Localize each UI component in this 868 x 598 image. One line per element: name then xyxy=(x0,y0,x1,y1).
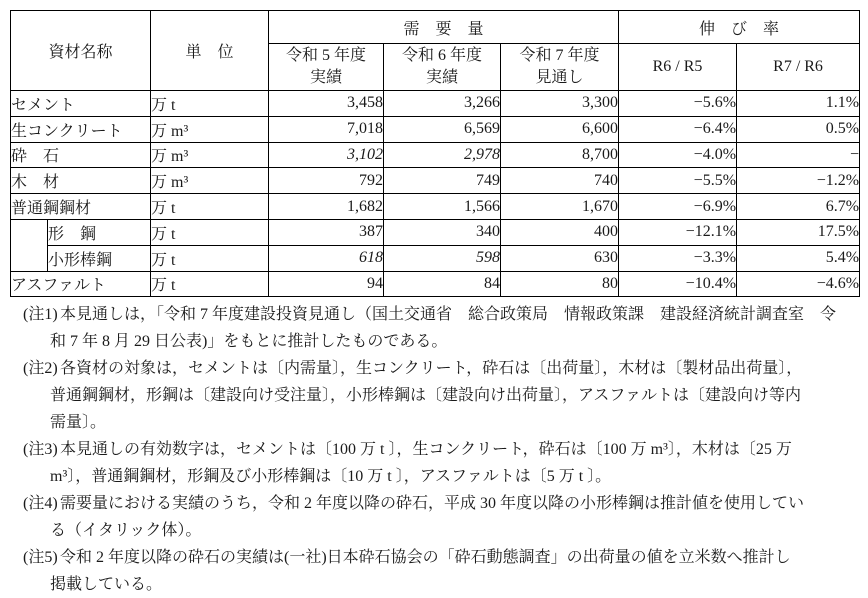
r5-value-cell: 3,458 xyxy=(269,91,384,117)
r7-value-cell: 1,670 xyxy=(501,194,619,220)
footnote-label: (注5) xyxy=(23,549,58,566)
table-header-group-row xyxy=(11,11,860,44)
footnote-2 xyxy=(23,355,861,436)
growth-r6r5-cell: −5.6% xyxy=(619,91,737,117)
footnote-line: 各資材の対象は，セメントは〔内需量〕，生コンクリート，砕石は〔出荷量〕，木材は〔製材品出荷量〕， xyxy=(60,360,803,377)
material-name-cell: 生コンクリート xyxy=(11,116,151,142)
growth-r6r5-cell: −12.1% xyxy=(619,219,737,245)
footnote-3 xyxy=(23,436,861,490)
r6-value-cell: 2,978 xyxy=(384,142,501,168)
footnote-1 xyxy=(23,301,861,355)
sub-row-indent-spacer xyxy=(11,219,48,271)
material-name-cell: 普通鋼鋼材 xyxy=(11,194,151,220)
r5-value-cell: 387 xyxy=(269,219,384,245)
header-growth-r7r6: R7 / R6 xyxy=(737,44,860,91)
r5-value-cell: 792 xyxy=(269,168,384,194)
material-name-cell: 小形棒鋼 xyxy=(48,245,151,271)
r5-value-cell: 1,682 xyxy=(269,194,384,220)
footnote-line: 令和 2 年度以降の砕石の実績は(一社)日本砕石協会の「砕石動態調査」の出荷量の値を立米数へ推計し xyxy=(60,549,791,566)
r7-value-cell: 8,700 xyxy=(501,142,619,168)
unit-cell: 万 m³ xyxy=(151,168,269,194)
growth-r7r6-cell: 5.4% xyxy=(737,245,860,271)
material-name-cell: 形 鋼 xyxy=(48,219,151,245)
r5-value-cell: 94 xyxy=(269,271,384,297)
growth-r7r6-cell: 0.5% xyxy=(737,116,860,142)
r6-value-cell: 598 xyxy=(384,245,501,271)
footnote-line: る（イタリック体）。 xyxy=(50,522,202,539)
growth-r6r5-cell: −4.0% xyxy=(619,142,737,168)
growth-r6r5-cell: −3.3% xyxy=(619,245,737,271)
footnote-line: 本見通しは，「令和 7 年度建設投資見通し（国土交通省 総合政策局 情報政策課 建設経済統計調査室 令 xyxy=(60,306,837,323)
unit-cell: 万 t xyxy=(151,271,269,297)
r6-value-cell: 84 xyxy=(384,271,501,297)
unit-cell: 万 t xyxy=(151,91,269,117)
footnote-line: 需要量における実績のうち，令和 2 年度以降の砕石，平成 30 年度以降の小形棒鋼は推計値を使用してい xyxy=(60,495,805,512)
r7-value-cell: 3,300 xyxy=(501,91,619,117)
header-growth-group: 伸 び 率 xyxy=(619,11,860,44)
r5-value-cell: 7,018 xyxy=(269,116,384,142)
unit-cell: 万 t xyxy=(151,219,269,245)
material-name-cell: セメント xyxy=(11,91,151,117)
material-name-cell: 砕 石 xyxy=(11,142,151,168)
r6-value-cell: 340 xyxy=(384,219,501,245)
footnote-label: (注3) xyxy=(23,441,58,458)
table-row-wood xyxy=(11,168,860,194)
materials-demand-table xyxy=(10,10,860,297)
table-row-crushed-stone xyxy=(11,142,860,168)
growth-r6r5-cell: −5.5% xyxy=(619,168,737,194)
footnote-line: 本見通しの有効数字は，セメントは〔100 万 t 〕，生コンクリート，砕石は〔100 万 m³〕，木材は〔25 万 xyxy=(60,441,792,458)
growth-r7r6-cell: 1.1% xyxy=(737,91,860,117)
r7-value-cell: 740 xyxy=(501,168,619,194)
r6-value-cell: 1,566 xyxy=(384,194,501,220)
r6-value-cell: 6,569 xyxy=(384,116,501,142)
r7-value-cell: 630 xyxy=(501,245,619,271)
r6-value-cell: 749 xyxy=(384,168,501,194)
footnote-line: 需量〕。 xyxy=(50,414,107,431)
table-row-asphalt xyxy=(11,271,860,297)
unit-cell: 万 t xyxy=(151,194,269,220)
r6-value-cell: 3,266 xyxy=(384,91,501,117)
growth-r6r5-cell: −6.4% xyxy=(619,116,737,142)
r5-value-cell: 618 xyxy=(269,245,384,271)
material-name-cell: 木 材 xyxy=(11,168,151,194)
growth-r7r6-cell: 6.7% xyxy=(737,194,860,220)
r5-value-cell: 3,102 xyxy=(269,142,384,168)
table-row-ready-mixed-concrete xyxy=(11,116,860,142)
unit-cell: 万 m³ xyxy=(151,142,269,168)
footnotes xyxy=(23,301,861,598)
material-name-cell: アスファルト xyxy=(11,271,151,297)
r7-value-cell: 400 xyxy=(501,219,619,245)
r7-value-cell: 6,600 xyxy=(501,116,619,142)
growth-r7r6-cell: − xyxy=(737,142,860,168)
footnote-5 xyxy=(23,544,861,598)
footnote-line: 和 7 年 8 月 29 日公表)」をもとに推計したものである。 xyxy=(50,333,448,350)
unit-cell: 万 m³ xyxy=(151,116,269,142)
table-row-shaped-steel xyxy=(11,219,860,245)
footnote-label: (注4) xyxy=(23,495,58,512)
header-r5-actual: 令和 5 年度 実績 xyxy=(269,44,384,91)
header-r6-actual: 令和 6 年度 実績 xyxy=(384,44,501,91)
table-row-small-bar-steel xyxy=(11,245,860,271)
growth-r6r5-cell: −6.9% xyxy=(619,194,737,220)
header-growth-r6r5: R6 / R5 xyxy=(619,44,737,91)
table-row-ordinary-steel xyxy=(11,194,860,220)
unit-cell: 万 t xyxy=(151,245,269,271)
header-unit: 単 位 xyxy=(151,11,269,91)
growth-r7r6-cell: −1.2% xyxy=(737,168,860,194)
growth-r7r6-cell: −4.6% xyxy=(737,271,860,297)
footnote-4 xyxy=(23,490,861,544)
footnote-line: m³〕，普通鋼鋼材，形鋼及び小形棒鋼は〔10 万 t 〕，アスファルトは〔5 万 t 〕。 xyxy=(50,468,612,485)
r7-value-cell: 80 xyxy=(501,271,619,297)
footnote-label: (注2) xyxy=(23,360,58,377)
header-material-name: 資材名称 xyxy=(11,11,151,91)
footnote-line: 掲載している。 xyxy=(50,576,163,593)
growth-r6r5-cell: −10.4% xyxy=(619,271,737,297)
table-row-cement xyxy=(11,91,860,117)
footnote-line: 普通鋼鋼材，形鋼は〔建設向け受注量〕，小形棒鋼は〔建設向け出荷量〕，アスファルトは〔建設向け等内 xyxy=(50,387,802,404)
header-r7-forecast: 令和 7 年度 見通し xyxy=(501,44,619,91)
footnote-label: (注1) xyxy=(23,306,58,323)
header-demand-group: 需 要 量 xyxy=(269,11,619,44)
growth-r7r6-cell: 17.5% xyxy=(737,219,860,245)
